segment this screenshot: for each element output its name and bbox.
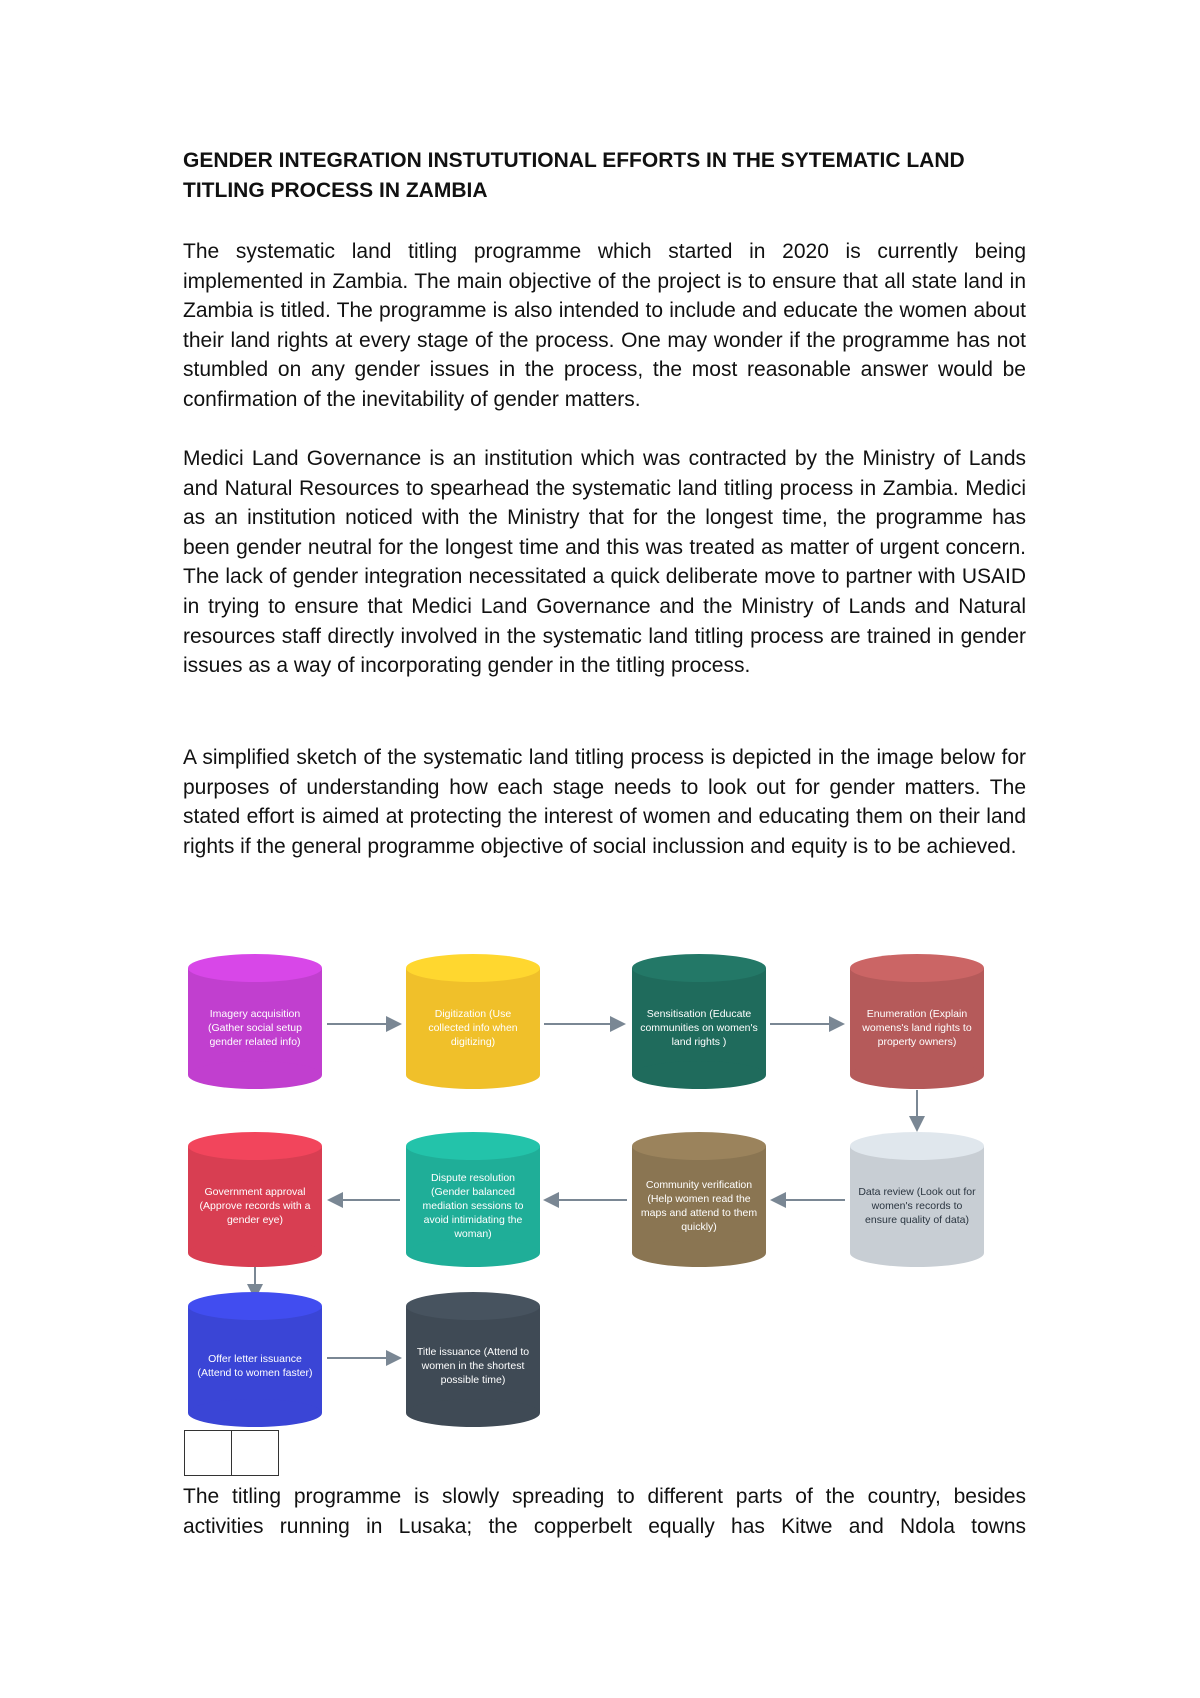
stage-label: Offer letter issuance (Attend to women faster)	[197, 1353, 313, 1379]
stage-offer-letter-issuance	[188, 1292, 322, 1427]
stage-label: Data review (Look out for women's records to ensure quality of data)	[858, 1186, 976, 1226]
stage-label: Imagery acquisition (Gather social setup gender related info)	[208, 1008, 302, 1048]
stage-enumeration	[850, 954, 984, 1089]
stage-label: Enumeration (Explain womens's land rights to property owners)	[862, 1008, 972, 1048]
stage-label: Title issuance (Attend to women in the shortest possible time)	[416, 1346, 530, 1386]
stage-dispute-resolution	[406, 1132, 540, 1267]
stage-label: Government approval (Approve records with a gender eye)	[199, 1186, 311, 1226]
stage-sensitisation	[632, 954, 766, 1089]
stage-label: Dispute resolution (Gender balanced mediation sessions to avoid intimidating the woman)	[422, 1172, 524, 1240]
stage-digitization	[406, 954, 540, 1089]
paragraph-sketch: A simplified sketch of the systematic land titling process is depicted in the image below for purposes of understanding how each stage needs to look out for gender matters. The stated effort is aimed at protecting the interest of women and educating them on their land rights if the general programme objective of social inclussion and equity is to be achieved.	[183, 746, 1026, 858]
paragraph-spreading: The titling programme is slowly spreading to different parts of the country, besides activities running in Lusaka; the copperbelt equally has Kitwe and Ndola towns	[183, 1485, 1026, 1538]
empty-table-cell-left	[184, 1430, 232, 1476]
stage-label: Sensitisation (Educate communities on women's land rights )	[640, 1008, 758, 1048]
stage-label: Digitization (Use collected info when digitizing)	[428, 1008, 518, 1048]
stage-label: Community verification (Help women read the maps and attend to them quickly)	[640, 1179, 758, 1233]
stage-community-verification	[632, 1132, 766, 1267]
stage-government-approval	[188, 1132, 322, 1267]
stage-data-review	[850, 1132, 984, 1267]
paragraph-intro: The systematic land titling programme which started in 2020 is currently being implemented in Zambia. The main objective of the project is to ensure that all state land in Zambia is titled. The programme is also intended to include and educate the women about their land rights at every stage of the process. One may wonder if the programme has not stumbled on any gender issues in the process, the most reasonable answer would be confirmation of the inevitability of gender matters.	[183, 240, 1026, 411]
paragraph-medici: Medici Land Governance is an institution which was contracted by the Ministry of Lands and Natural Resources to spearhead the systematic land titling process in Zambia. Medici as an institution noticed with the Ministry that for the longest time, the programme has been gender neutral for the longest time and this was treated as matter of urgent concern. The lack of gender integration necessitated a quick deliberate move to partner with USAID in trying to ensure that Medici Land Governance and the Ministry of Lands and Natural resources staff directly involved in the systematic land titling process are trained in gender issues as a way of incorporating gender in the titling process.	[183, 447, 1026, 678]
empty-table-cell-right	[231, 1430, 279, 1476]
stage-imagery-acquisition	[188, 954, 322, 1089]
document-title: GENDER INTEGRATION INSTUTUTIONAL EFFORTS IN THE SYTEMATIC LAND TITLING PROCESS IN ZAMBIA	[183, 149, 965, 202]
stage-title-issuance	[406, 1292, 540, 1427]
